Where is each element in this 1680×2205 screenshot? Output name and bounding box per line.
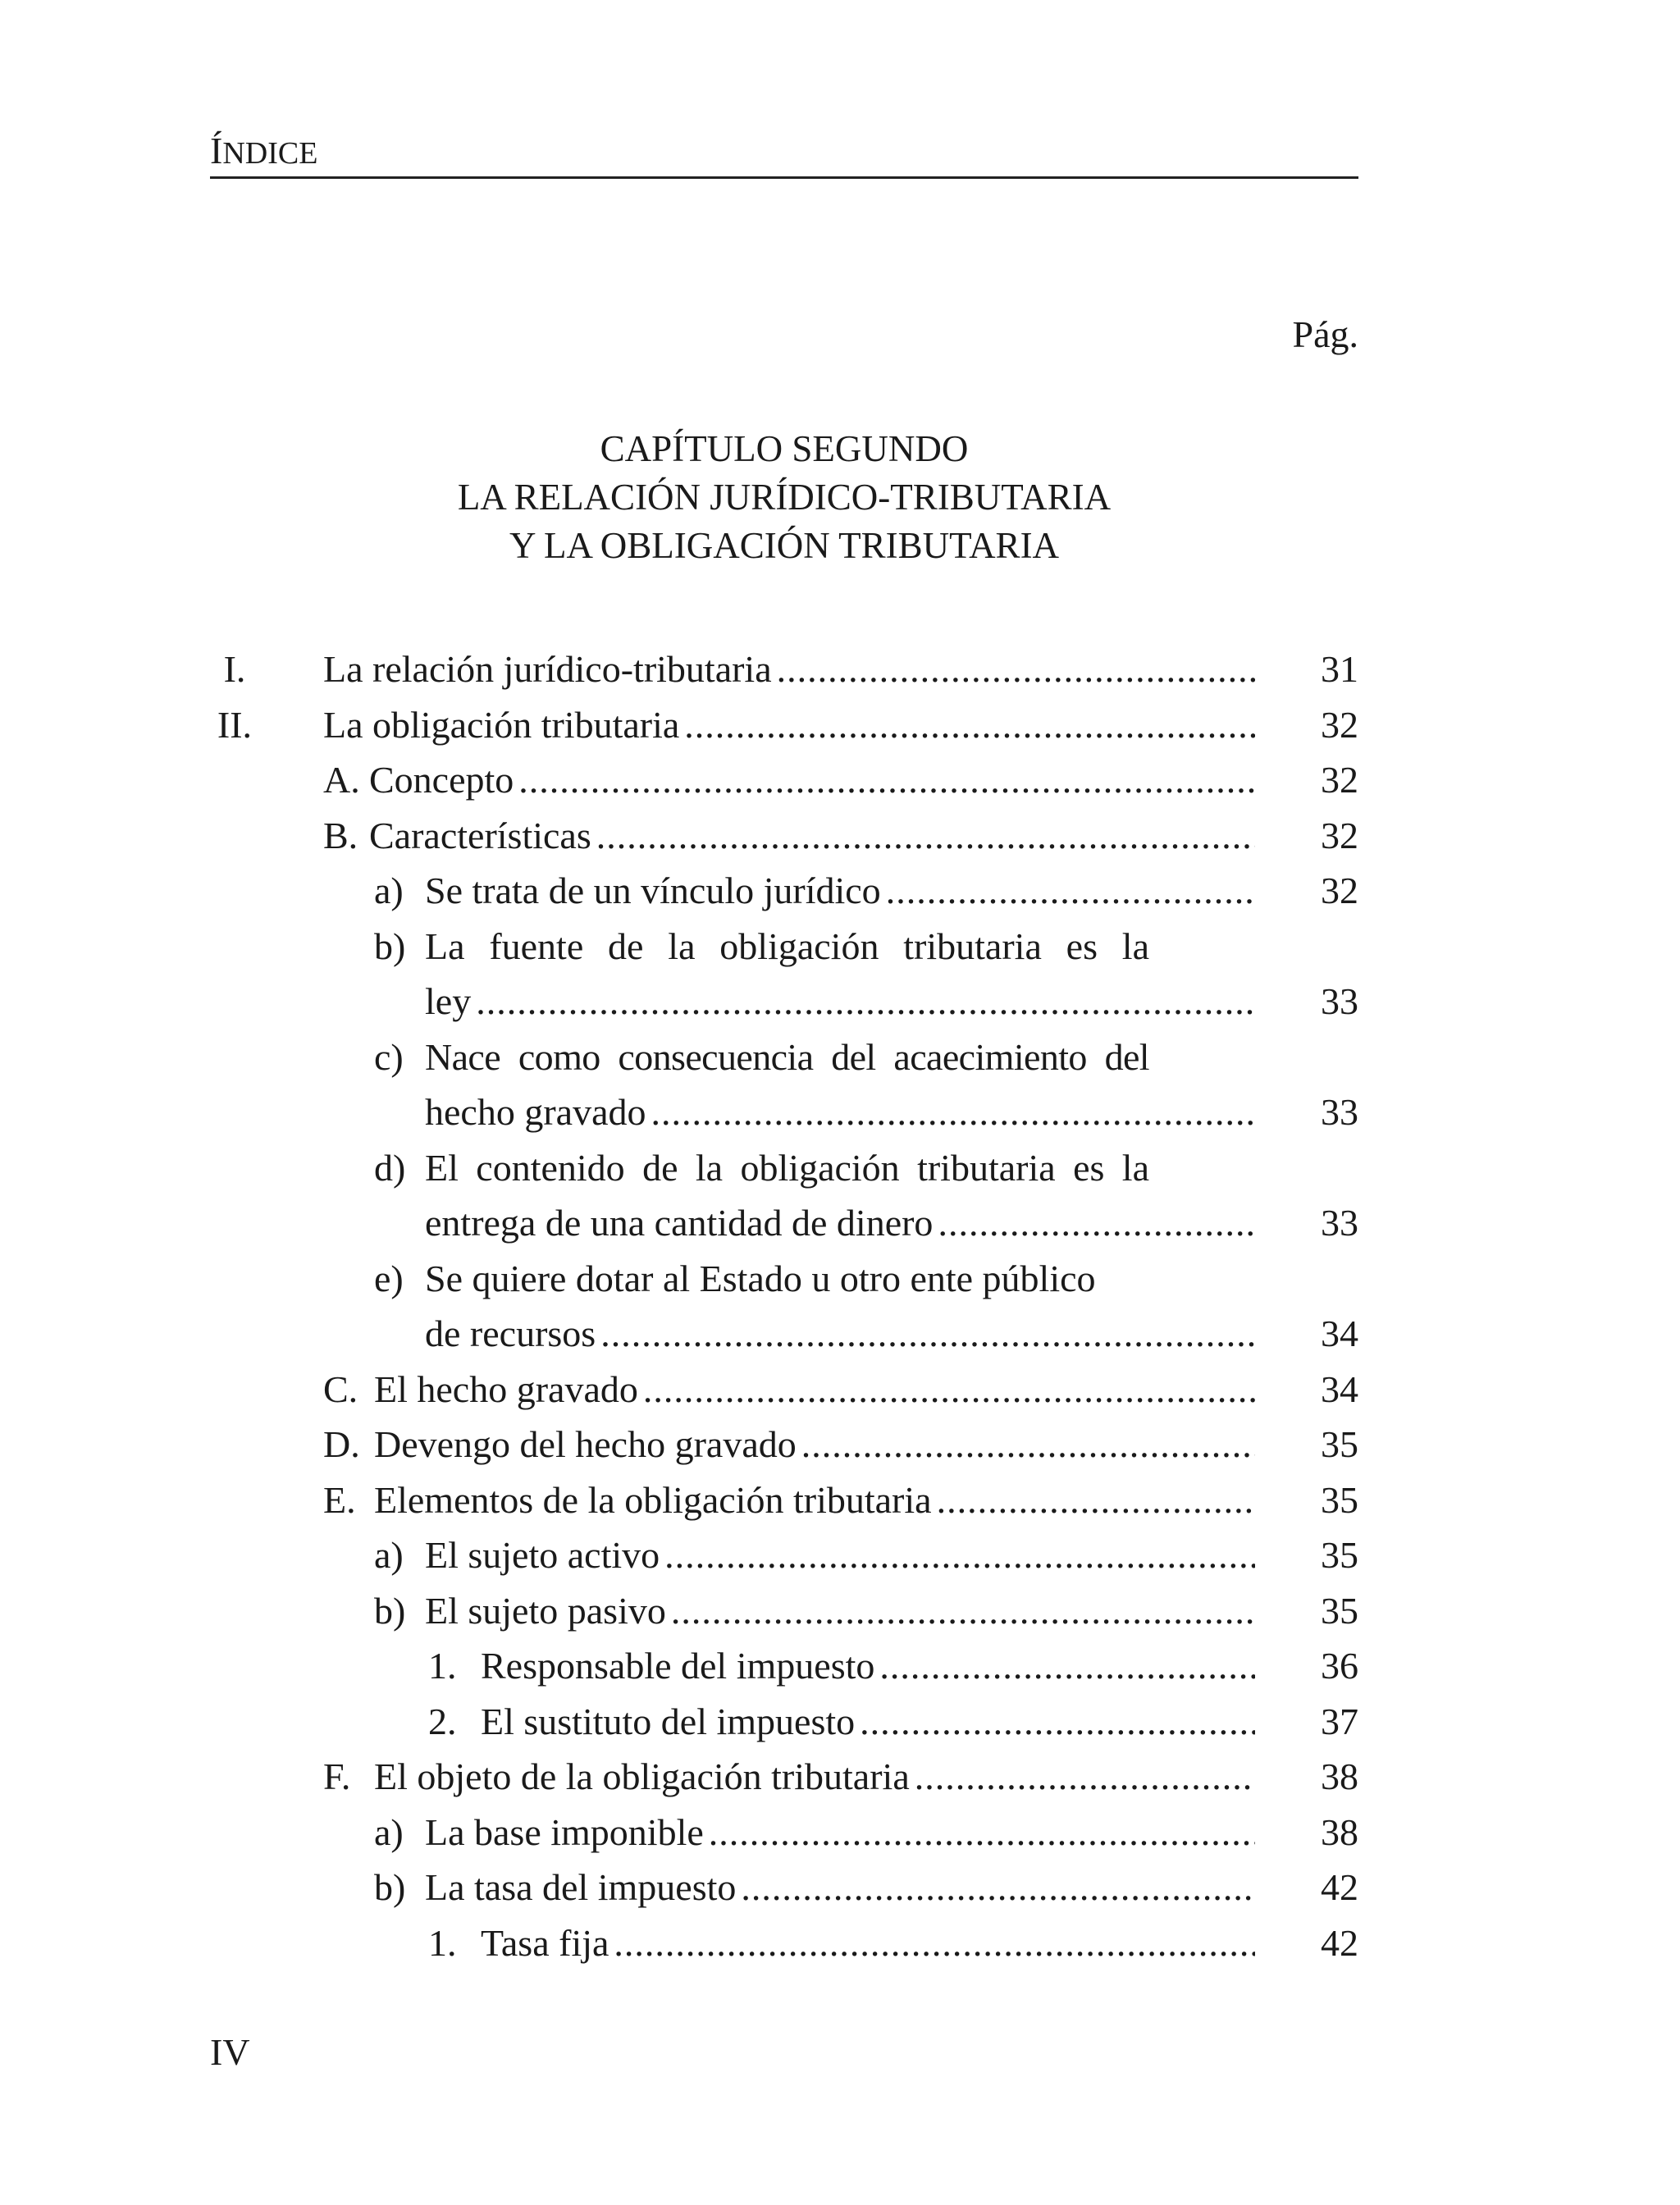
toc-page-number: 35 — [1321, 1589, 1358, 1632]
toc-marker: C. — [323, 1367, 358, 1410]
page-column-label: Pág. — [1292, 313, 1358, 355]
toc-marker: a) — [374, 1534, 404, 1576]
leader-dots — [777, 641, 1255, 697]
toc-page-number: 32 — [1321, 759, 1358, 801]
toc-marker: A. — [323, 759, 360, 801]
toc-entry-text: Elementos de la obligación tributaria — [374, 1478, 932, 1521]
toc-entry[interactable] — [210, 1915, 1358, 1971]
toc-page-number: 33 — [1321, 1202, 1358, 1244]
toc-page-number: 32 — [1321, 814, 1358, 856]
toc-entry-text: La tasa del impuesto — [425, 1866, 737, 1908]
toc-page-number: 35 — [1321, 1478, 1358, 1521]
chapter-title-line-1: LA RELACIÓN JURÍDICO-TRIBUTARIA — [457, 477, 1112, 518]
toc-roman-numeral: II. — [217, 703, 253, 746]
toc-entry-text: entrega de una cantidad de dinero — [425, 1202, 934, 1244]
chapter-title-line-2: Y LA OBLIGACIÓN TRIBUTARIA — [509, 525, 1060, 566]
leader-dots — [664, 1527, 1255, 1583]
leader-dots — [938, 1195, 1255, 1251]
toc-marker: 1. — [428, 1645, 457, 1687]
leader-dots — [596, 808, 1255, 864]
toc-marker: b) — [374, 1589, 406, 1632]
toc-entry-text: El sustituto del impuesto — [481, 1700, 856, 1742]
leader-dots — [860, 1694, 1255, 1750]
leader-dots — [684, 697, 1255, 753]
leader-dots — [651, 1084, 1256, 1140]
toc-marker: b) — [374, 924, 406, 967]
toc-entry-text-line-1: Nace como consecuencia del acaecimiento del — [425, 1035, 1149, 1078]
leader-dots — [937, 1472, 1255, 1528]
toc-entry[interactable] — [210, 1749, 1358, 1805]
running-header — [210, 130, 1358, 179]
toc-entry-text: Devengo del hecho gravado — [374, 1423, 797, 1465]
page-number: IV — [210, 2031, 250, 2073]
header-initial: Í — [210, 130, 223, 171]
toc-marker: c) — [374, 1035, 404, 1078]
toc-entry-text: El sujeto activo — [425, 1534, 660, 1576]
toc-entry[interactable] — [210, 1472, 1358, 1528]
toc-entry-text: El objeto de la obligación tributaria — [374, 1755, 910, 1797]
leader-dots — [518, 752, 1255, 808]
toc-entry-text: La obligación tributaria — [323, 703, 680, 746]
toc-marker: a) — [374, 1810, 404, 1853]
toc-entry-text: Características — [369, 814, 591, 856]
leader-dots — [879, 1638, 1255, 1694]
toc-entry-text-line-1: Se quiere dotar al Estado u otro ente público — [425, 1257, 1096, 1299]
toc-marker: 1. — [428, 1921, 457, 1964]
toc-entry[interactable] — [210, 863, 1358, 919]
toc-entry[interactable] — [210, 1694, 1358, 1750]
toc-entry[interactable] — [210, 1583, 1358, 1639]
toc-entry[interactable] — [210, 1417, 1358, 1472]
toc-entry[interactable] — [210, 919, 1358, 1029]
toc-page-number: 31 — [1321, 648, 1358, 690]
toc-entry[interactable] — [210, 1638, 1358, 1694]
toc-entry[interactable] — [210, 1029, 1358, 1140]
header-title: NDICE — [222, 136, 318, 171]
chapter-number: CAPÍTULO SEGUNDO — [600, 428, 969, 469]
toc-entry-text: hecho gravado — [425, 1091, 646, 1133]
toc-entry[interactable] — [210, 1860, 1358, 1915]
toc-page-number: 38 — [1321, 1810, 1358, 1853]
toc-marker: d) — [374, 1146, 406, 1189]
toc-page-number: 33 — [1321, 980, 1358, 1022]
toc-entry[interactable] — [210, 697, 1358, 753]
leader-dots — [741, 1860, 1255, 1915]
toc-page-number: 42 — [1321, 1866, 1358, 1908]
toc-marker: 2. — [428, 1700, 457, 1742]
leader-dots — [709, 1805, 1255, 1860]
toc-entry-text: Se trata de un vínculo jurídico — [425, 870, 881, 911]
toc-entry[interactable] — [210, 752, 1358, 808]
toc-marker: e) — [374, 1257, 404, 1299]
toc-entry[interactable] — [210, 1251, 1358, 1362]
leader-dots — [671, 1583, 1255, 1639]
toc-entry[interactable] — [210, 1527, 1358, 1583]
leader-dots — [801, 1417, 1255, 1472]
toc-page-number: 37 — [1321, 1700, 1358, 1742]
toc-entry-text: Responsable del impuesto — [481, 1645, 875, 1687]
toc-marker: E. — [323, 1478, 356, 1521]
toc-page-number: 38 — [1321, 1755, 1358, 1797]
toc-entry-text: El hecho gravado — [374, 1367, 638, 1410]
chapter-heading — [210, 425, 1358, 570]
toc-entry[interactable] — [210, 641, 1358, 697]
leader-dots — [915, 1749, 1255, 1805]
toc-entry[interactable] — [210, 1805, 1358, 1860]
toc-entry-text: La relación jurídico-tributaria — [323, 648, 772, 690]
toc-marker: D. — [323, 1423, 360, 1465]
toc-page-number: 34 — [1321, 1312, 1358, 1354]
toc-entry[interactable] — [210, 1140, 1358, 1251]
toc-marker: F. — [323, 1755, 351, 1797]
toc-page-number: 35 — [1321, 1423, 1358, 1465]
table-of-contents — [210, 641, 1358, 1970]
toc-entry-text-line-1: El contenido de la obligación tributaria es la — [425, 1146, 1149, 1189]
toc-marker: a) — [374, 870, 404, 911]
leader-dots — [886, 863, 1255, 919]
toc-entry-text: de recursos — [425, 1312, 596, 1354]
toc-marker: B. — [323, 814, 358, 856]
toc-roman-numeral: I. — [223, 648, 246, 690]
toc-entry-text: El sujeto pasivo — [425, 1589, 666, 1632]
leader-dots — [476, 974, 1255, 1029]
toc-entry[interactable] — [210, 1362, 1358, 1418]
leader-dots — [600, 1306, 1255, 1362]
toc-page-number: 32 — [1321, 703, 1358, 746]
toc-entry-text-line-1: La fuente de la obligación tributaria es la — [425, 924, 1149, 967]
leader-dots — [614, 1915, 1255, 1971]
toc-marker: b) — [374, 1866, 406, 1908]
leader-dots — [643, 1362, 1255, 1418]
toc-entry[interactable] — [210, 808, 1358, 864]
toc-entry-text: ley — [425, 980, 472, 1022]
toc-entry-text: La base imponible — [425, 1810, 704, 1853]
toc-page-number: 35 — [1321, 1534, 1358, 1576]
toc-page-number: 34 — [1321, 1367, 1358, 1410]
toc-page-number: 32 — [1321, 870, 1358, 911]
toc-entry-text: Tasa fija — [481, 1921, 609, 1964]
toc-entry-text: Concepto — [369, 759, 514, 801]
toc-page-number: 42 — [1321, 1921, 1358, 1964]
toc-page-number: 36 — [1321, 1645, 1358, 1687]
toc-page-number: 33 — [1321, 1091, 1358, 1133]
